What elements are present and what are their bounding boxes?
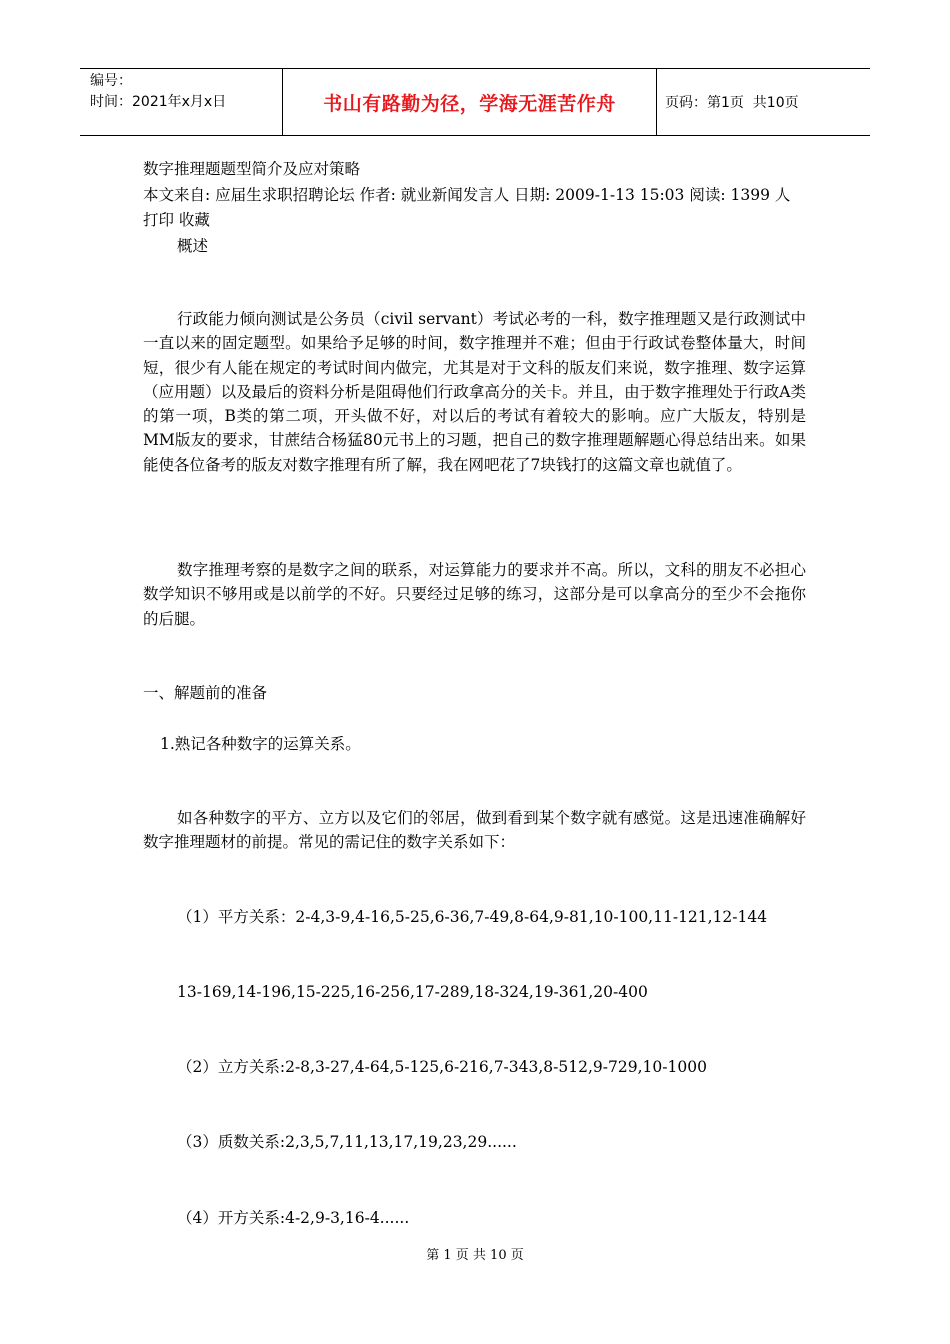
intro-paragraph: 行政能力倾向测试是公务员（civil servant）考试必考的一科，数字推理题又是行政测试中一直以来的固定题型。如果给予足够的时间，数字推理并不难；但由于行政试卷整体量大，时间短，很少有人能在规定的考试时间内做完，尤其是对于文科的版友们来说，数字推理、数字运算（应用题）以及最后的资料分析是阻碍他们行政拿高分的关卡。并且，由于数字推理处于行政A类的第一项，B类的第二项，开头做不好，对以后的考试有着较大的影响。应广大版友，特别是MM版友的要求，甘蔗结合杨猛80元书上的习题，把自己的数字推理题解题心得总结出来。如果能使各位备考的版友对数字推理有所了解，我在网吧花了7块钱打的这篇文章也就值了。 bbox=[143, 310, 806, 474]
motto-text: 书山有路勤为径，学海无涯苦作舟 bbox=[323, 92, 616, 115]
second-paragraph: 数字推理考察的是数字之间的联系，对运算能力的要求并不高。所以，文科的朋友不必担心数学知识不够用或是以前学的不好。只要经过足够的练习，这部分是可以拿高分的至少不会拖你的后腿。 bbox=[143, 561, 806, 628]
document-header bbox=[80, 68, 870, 136]
cube-relation-line: （2）立方关系:2-8,3-27,4-64,5-125,6-216,7-343,8-512,9-729,10-1000 bbox=[177, 1058, 707, 1076]
header-page-cell bbox=[657, 69, 870, 135]
article-actions-line: 打印 收藏 bbox=[143, 211, 210, 229]
item-1-paragraph: 如各种数字的平方、立方以及它们的邻居，做到看到某个数字就有感觉。这是迅速准确解好数字推理题材的前提。常见的需记住的数字关系如下： bbox=[143, 809, 806, 852]
header-info-cell bbox=[80, 69, 283, 135]
page-label: 页码：第1页 共10页 bbox=[665, 95, 799, 111]
item-1-heading: 1.熟记各种数字的运算关系。 bbox=[160, 735, 361, 753]
section-heading: 一、解题前的准备 bbox=[143, 684, 268, 702]
article-title: 数字推理题题型简介及应对策略 bbox=[143, 160, 361, 178]
article-source-line: 本文来自: 应届生求职招聘论坛 作者: 就业新闻发言人 日期: 2009-1-13 15:03 阅读: 1399 人 bbox=[143, 186, 791, 204]
prime-relation-line: （3）质数关系:2,3,5,7,11,13,17,19,23,29...... bbox=[177, 1133, 517, 1151]
page-footer: 第 1 页 共 10 页 bbox=[426, 1248, 524, 1263]
root-relation-line: （4）开方关系:4-2,9-3,16-4...... bbox=[177, 1209, 410, 1227]
square-relation-line-1: （1）平方关系：2-4,3-9,4-16,5-25,6-36,7-49,8-64,9-81,10-100,11-121,12-144 bbox=[177, 908, 768, 926]
overview-heading: 概述 bbox=[177, 237, 209, 255]
square-relation-line-2: 13-169,14-196,15-225,16-256,17-289,18-324,19-361,20-400 bbox=[177, 983, 648, 1001]
time-label: 时间：2021年x月x日 bbox=[90, 94, 227, 110]
number-label: 编号： bbox=[90, 73, 132, 89]
header-motto-cell bbox=[283, 69, 657, 135]
